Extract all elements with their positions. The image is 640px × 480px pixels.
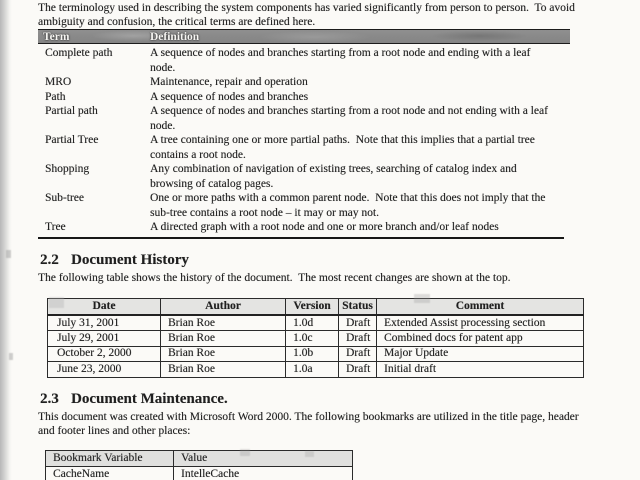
history-header-row xyxy=(48,298,584,315)
term-row xyxy=(38,133,570,162)
history-comment-cell: Combined docs for patent app xyxy=(377,331,584,347)
history-header-status: Status xyxy=(339,298,377,315)
bookmark-header-row xyxy=(46,450,353,466)
history-author-cell: Brian Roe xyxy=(161,346,286,362)
history-row xyxy=(48,346,584,362)
history-comment-cell: Initial draft xyxy=(377,362,584,378)
history-status-cell: Draft xyxy=(339,346,377,362)
history-header-version: Version xyxy=(286,298,339,315)
term-row xyxy=(38,220,570,235)
term-row xyxy=(38,46,570,75)
section-2-2-heading xyxy=(38,252,594,268)
section-title: Document History xyxy=(71,251,189,268)
document-content xyxy=(38,1,594,480)
term-cell: Path xyxy=(45,90,66,103)
term-cell: Complete path xyxy=(45,47,113,59)
term-cell: MRO xyxy=(45,76,72,88)
section-2-3-heading xyxy=(38,391,594,407)
definition-cell: A sequence of nodes and branches starting from a root node and ending with a leaf node. xyxy=(150,47,534,74)
definition-cell: Any combination of navigation of existing trees, searching of catalog index and browsing of catalog pages. xyxy=(150,163,520,190)
scan-artifact xyxy=(6,250,11,258)
history-status-cell: Draft xyxy=(339,362,377,378)
terms-table-body xyxy=(38,44,570,235)
history-author-cell: Brian Roe xyxy=(161,331,286,347)
history-author-cell: Brian Roe xyxy=(161,315,286,331)
history-row xyxy=(48,315,584,331)
section-number: 2.2 xyxy=(40,251,59,268)
history-version-cell: 1.0d xyxy=(286,315,339,331)
section-2-3-paragraph: This document was created with Microsoft Word 2000. The following bookmarks are utilized in the title page, header and footer lines and other places: xyxy=(38,410,582,437)
definition-cell: One or more paths with a common parent node. Note that this does not imply that the sub-tree contains a root node – it may or may not. xyxy=(150,192,549,219)
section-2-2-paragraph: The following table shows the history of the document. The most recent changes are shown at the top. xyxy=(38,271,511,284)
bookmark-row xyxy=(46,466,353,480)
history-version-cell: 1.0b xyxy=(286,346,339,362)
term-cell: Tree xyxy=(45,221,66,233)
terms-table-header-row xyxy=(38,29,570,44)
definition-cell: A tree containing one or more partial paths. Note that this implies that a partial tree contains a root node. xyxy=(150,134,538,161)
history-header-author: Author xyxy=(161,298,286,315)
bookmark-variables-table xyxy=(45,450,353,480)
bookmark-value-header: Value xyxy=(174,450,353,466)
bookmark-value-cell: IntelleCache xyxy=(174,466,353,480)
bookmark-variable-cell: CacheName xyxy=(46,466,174,480)
history-date-cell: July 29, 2001 xyxy=(48,331,161,347)
intro-paragraph: The terminology used in describing the system components has varied significantly from person to person. To avoid ambiguity and confusion, the critical terms are defined here. xyxy=(38,2,578,28)
definition-cell: A sequence of nodes and branches starting from a root node and not ending with a leaf node. xyxy=(150,105,551,132)
history-row xyxy=(48,362,584,378)
scan-edge-shadow xyxy=(0,0,12,480)
definition-cell: A directed graph with a root node and one or more branch and/or leaf nodes xyxy=(150,221,499,233)
history-header-date: Date xyxy=(48,298,161,315)
history-status-cell: Draft xyxy=(339,315,377,331)
history-comment-cell: Major Update xyxy=(377,346,584,362)
scan-artifact xyxy=(9,353,13,360)
history-date-cell: October 2, 2000 xyxy=(48,346,161,362)
section-number: 2.3 xyxy=(40,390,59,407)
history-date-cell: July 31, 2001 xyxy=(48,315,161,331)
definition-column-header: Definition xyxy=(150,30,200,43)
terms-definition-table xyxy=(38,29,570,239)
section-title: Document Maintenance. xyxy=(71,390,228,407)
history-author-cell: Brian Roe xyxy=(161,362,286,378)
definition-cell: A sequence of nodes and branches xyxy=(150,90,309,103)
history-comment-cell: Extended Assist processing section xyxy=(377,315,584,331)
term-row xyxy=(38,75,570,90)
term-cell: Shopping xyxy=(45,163,90,175)
history-date-cell: June 23, 2000 xyxy=(48,362,161,378)
term-row xyxy=(38,162,570,191)
bookmark-variable-header: Bookmark Variable xyxy=(46,450,174,466)
terms-table-bottom-rule xyxy=(38,237,564,239)
history-version-cell: 1.0c xyxy=(286,331,339,347)
term-cell: Partial Tree xyxy=(45,134,99,146)
term-row xyxy=(38,191,570,220)
term-column-header: Term xyxy=(43,30,70,43)
term-cell: Sub-tree xyxy=(45,192,84,204)
term-cell: Partial path xyxy=(45,105,98,117)
history-row xyxy=(48,331,584,347)
term-row xyxy=(38,104,570,133)
history-header-comment: Comment xyxy=(377,298,584,315)
term-row xyxy=(38,90,570,105)
history-version-cell: 1.0a xyxy=(286,362,339,378)
definition-cell: Maintenance, repair and operation xyxy=(150,76,308,88)
history-status-cell: Draft xyxy=(339,331,377,347)
document-history-table xyxy=(47,298,584,378)
